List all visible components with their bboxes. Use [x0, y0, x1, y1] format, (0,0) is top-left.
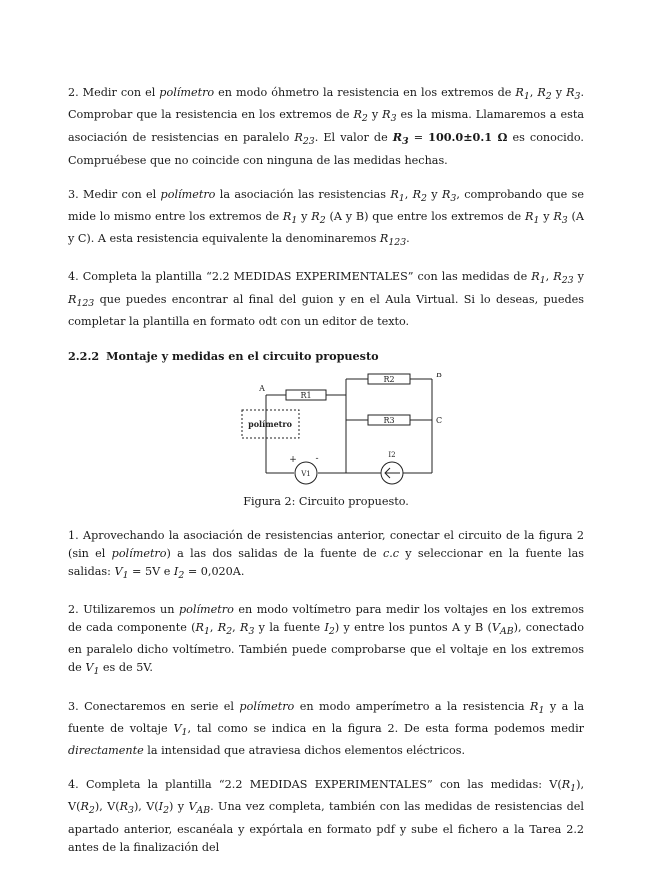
text-italic: polímetro	[239, 699, 295, 713]
label-i2: I2	[388, 450, 396, 459]
text: la asociación las resistencias	[215, 187, 391, 201]
var-sub: 2	[545, 91, 552, 103]
var-sub: 1	[398, 192, 405, 204]
var-sub: 2	[421, 192, 427, 204]
text: 4. Completa la plantilla “2.2 MEDIDAS EXPERIMENTALES” con las medidas de	[68, 270, 532, 284]
var-sub: 1	[181, 727, 188, 739]
var: R	[80, 800, 89, 814]
text: ) a las dos salidas de la fuente de	[166, 546, 383, 560]
var: R	[282, 209, 292, 223]
var: V	[85, 661, 94, 675]
resistance-value: 100.0±0.1 Ω	[428, 130, 508, 145]
var-sub: 3	[450, 192, 457, 204]
text: y seleccionar en la fuente las salidas:	[68, 546, 584, 578]
var-sub: 123	[388, 237, 407, 249]
var: R	[382, 108, 391, 122]
var-sub: AB	[499, 626, 514, 638]
var: V	[491, 621, 500, 635]
var: R	[530, 699, 539, 713]
text: = 0,020A.	[184, 564, 245, 578]
var-sub: 1	[570, 783, 577, 795]
text: en modo óhmetro la resistencia en los extremos de	[214, 86, 516, 99]
var-sub: 2	[88, 805, 95, 817]
node-label-c: C	[436, 415, 443, 425]
document-page	[68, 84, 584, 873]
text-italic: polímetro	[178, 603, 234, 617]
text: ,	[545, 270, 554, 284]
var-sub: 3	[390, 113, 397, 125]
text: es conocido. Compruébese que no coincide con ninguna de las medidas hechas.	[68, 131, 584, 167]
text: , comprobando que se mide lo mismo entre los extremos de	[68, 187, 584, 223]
var-sub: 1	[539, 275, 546, 287]
var: R	[441, 187, 451, 201]
label-plus: +	[289, 454, 297, 465]
text: , tal como se indica en la figura 2. De esta forma podemos medir	[187, 721, 584, 735]
var: R	[515, 86, 524, 99]
var: R	[294, 131, 303, 145]
var: V	[173, 721, 182, 735]
var-sub: 23	[561, 275, 574, 287]
text-italic: directamente	[68, 744, 144, 758]
var: R	[195, 621, 204, 635]
text-italic: polímetro	[111, 546, 167, 560]
var-sub: 1	[291, 215, 298, 227]
var-sub: 2	[226, 626, 233, 638]
text: que puedes encontrar al final del guion y en el Aula Virtual. Si lo deseas, puedes completar la plantilla en formato odt con un editor de texto.	[68, 292, 584, 328]
text: ) y entre los puntos A y B (	[334, 621, 492, 635]
var-sub: 3	[128, 805, 134, 817]
var-sub: 3	[561, 215, 568, 227]
var: R	[525, 209, 534, 223]
paragraph-measure-association	[68, 186, 584, 253]
var-sub: 2	[319, 215, 326, 227]
text: 2. Utilizaremos un	[68, 603, 179, 617]
section-number: 2.2.2	[68, 348, 100, 363]
var: R	[379, 232, 389, 246]
var: I	[173, 564, 179, 578]
label-r1: R1	[300, 390, 312, 400]
node-label-b: B	[436, 372, 442, 379]
var: R	[561, 778, 571, 792]
var: I	[324, 621, 329, 635]
var-sub: 2	[328, 626, 335, 638]
text: ,	[232, 621, 240, 635]
var-sub: AB	[196, 805, 211, 817]
text: = 5V e	[128, 564, 174, 578]
paragraph-connect-circuit	[68, 527, 584, 585]
var: R	[240, 621, 249, 635]
text: . Una vez completa, también con las medidas de resistencias del apartado anterior, escanéala y expórtala en formato pdf y sube el fichero a la Tarea 2.2 antes de la finalización del	[68, 800, 584, 854]
circuit-figure	[68, 373, 584, 489]
figure-caption: Figura 2: Circuito propuesto.	[243, 494, 409, 508]
text: (A y B) que entre los extremos de	[325, 209, 525, 223]
text: 2. Medir con el	[68, 86, 160, 99]
text: . El valor de	[314, 131, 393, 145]
label-minus: -	[315, 453, 319, 464]
var: V	[188, 800, 197, 814]
var: R	[353, 108, 362, 122]
circuit-diagram	[238, 373, 448, 489]
var-sub: 123	[76, 297, 95, 309]
text-italic: c.c	[382, 546, 400, 560]
var: R	[412, 187, 422, 201]
var: R	[311, 209, 320, 223]
text: y	[573, 270, 584, 284]
text: (A y C). A esta resistencia equivalente la denominaremos	[68, 209, 584, 246]
var: R	[68, 292, 77, 306]
var: R	[537, 86, 546, 99]
label-r2: R2	[383, 374, 395, 384]
text: la intensidad que atraviesa dichos elementos eléctricos.	[143, 744, 466, 758]
text: =	[408, 131, 429, 145]
text: 4. Completa la plantilla “2.2 MEDIDAS EXPERIMENTALES” con las medidas: V(	[68, 778, 562, 792]
var-sub: 3	[574, 91, 581, 103]
text: y	[367, 108, 383, 122]
var-sub: 23	[302, 136, 315, 148]
text: y	[426, 187, 442, 201]
text: ,	[529, 86, 538, 99]
text: ), conectado en paralelo dicho voltímetro. También puede comprobarse que el voltaje en los extremos de	[68, 621, 584, 675]
text: y la fuente	[254, 621, 325, 635]
var-sub: 1	[538, 704, 545, 716]
text: es la misma. Llamaremos a esta asociación de resistencias en paralelo	[68, 108, 584, 145]
var: R	[566, 86, 575, 99]
text: ), V(	[94, 800, 120, 814]
section-heading	[68, 347, 584, 365]
text: ), V(	[133, 800, 159, 814]
text: y	[551, 86, 567, 99]
text-italic: polímetro	[159, 86, 215, 99]
text: 1. Aprovechando la asociación de resistencias anterior, conectar el circuito de la figura 2 (sin el	[68, 528, 584, 560]
var-sub: 1	[93, 666, 100, 678]
text: es de 5V.	[99, 661, 153, 675]
var-sub: 1	[523, 91, 530, 103]
text-italic: polímetro	[160, 187, 216, 201]
paragraph-complete-template-1	[68, 268, 584, 330]
text: y	[539, 209, 554, 223]
text: ) y	[169, 800, 189, 814]
paragraph-complete-template-2	[68, 776, 584, 856]
var-sub: 2	[178, 570, 185, 582]
var: R	[553, 209, 562, 223]
var: R	[119, 800, 128, 814]
var: R	[392, 130, 403, 145]
var-sub: 3	[402, 136, 409, 148]
var: R	[531, 270, 540, 284]
var: I	[158, 800, 164, 814]
node-label-a: A	[259, 383, 265, 393]
paragraph-ammeter	[68, 698, 584, 760]
text: 3. Conectaremos en serie el	[68, 699, 240, 713]
label-v1: V1	[301, 469, 311, 478]
var: R	[217, 621, 227, 635]
text: y a la fuente de voltaje	[68, 699, 584, 735]
text: ,	[404, 187, 413, 201]
var: V	[114, 564, 123, 578]
text: y	[297, 209, 312, 223]
text: ), V(	[68, 778, 584, 814]
text: .	[406, 232, 410, 246]
paragraph-measure-ohmmeter	[68, 84, 584, 170]
label-polimetro: polímetro	[248, 418, 292, 429]
var-sub: 1	[203, 626, 210, 638]
section-title: Montaje y medidas en el circuito propuesto	[106, 348, 379, 363]
label-r3: R3	[383, 415, 395, 425]
var-sub: 2	[163, 805, 170, 817]
var-sub: 1	[122, 570, 129, 582]
var: R	[553, 270, 562, 284]
text: en modo voltímetro para medir los voltajes en los extremos de cada componente (	[68, 603, 584, 635]
paragraph-voltmeter	[68, 601, 584, 681]
var-sub: 2	[361, 113, 368, 125]
var: R	[390, 187, 399, 201]
var-sub: 1	[533, 215, 540, 227]
text: 3. Medir con el	[68, 187, 161, 201]
var-sub: 3	[248, 626, 255, 638]
text: ,	[209, 621, 218, 635]
text: . Comprobar que la resistencia en los extremos de	[68, 86, 584, 122]
text: en modo amperímetro a la resistencia	[294, 699, 531, 713]
